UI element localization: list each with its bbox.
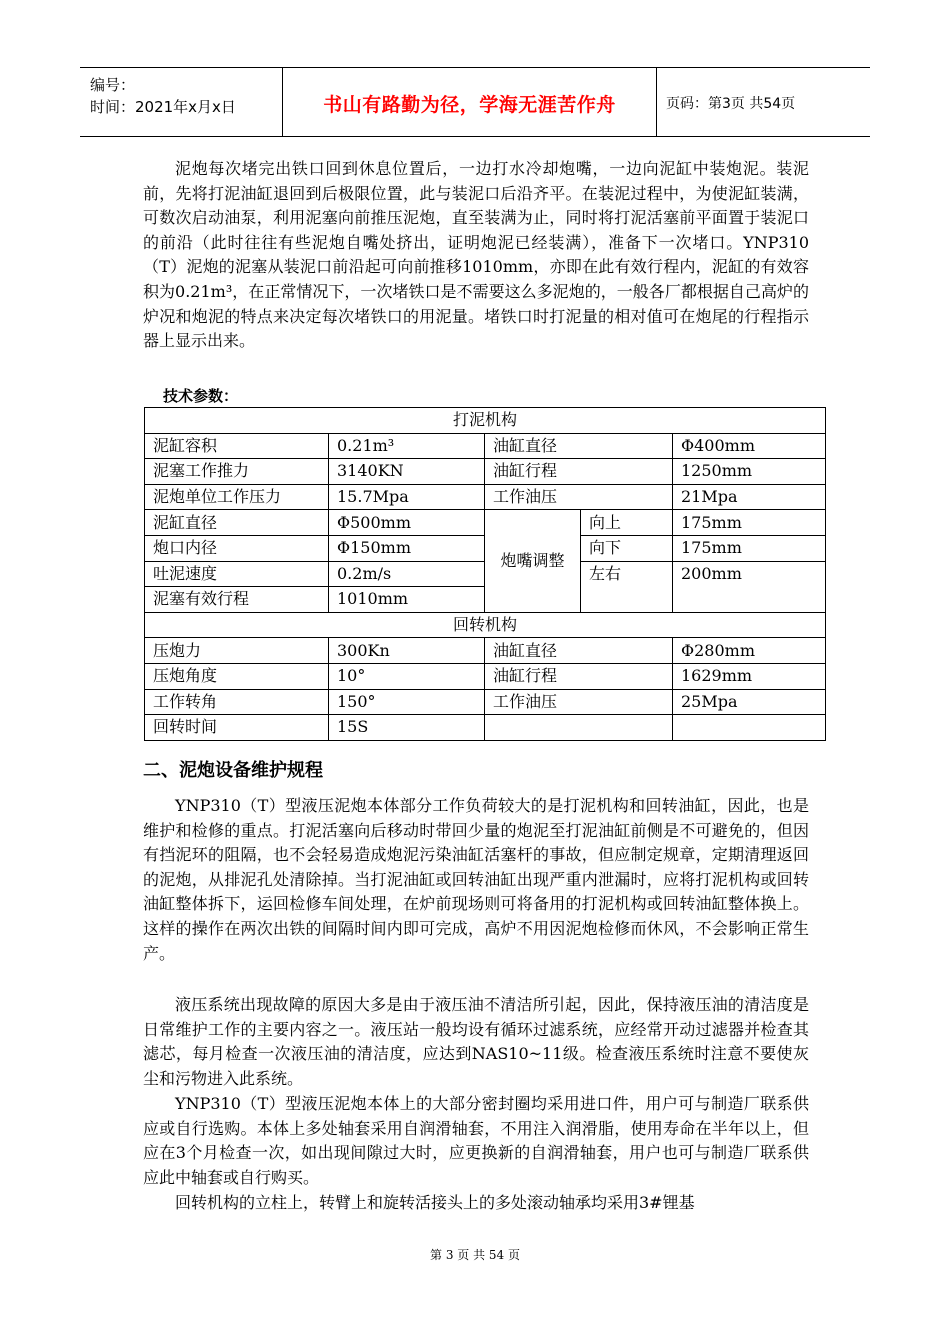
- header-number-label: 编号：: [90, 76, 136, 94]
- table-row: [145, 510, 826, 536]
- table-cell: [673, 715, 826, 741]
- table-row: [145, 408, 826, 434]
- table-cell: 吐泥速度: [145, 561, 329, 587]
- table-cell: 炮口内径: [145, 535, 329, 561]
- table-cell: 175mm: [673, 535, 826, 561]
- table-cell: 21Mpa: [673, 484, 826, 510]
- table-cell: 15S: [329, 715, 485, 741]
- table-cell: 0.2m/s: [329, 561, 485, 587]
- table-cell: 200mm: [673, 561, 826, 612]
- table-cell: Φ280mm: [673, 638, 826, 664]
- table-row: [145, 484, 826, 510]
- table-cell: 油缸直径: [485, 638, 673, 664]
- table-cell: 泥缸直径: [145, 510, 329, 536]
- table-row: [145, 638, 826, 664]
- table-cell: Φ400mm: [673, 433, 826, 459]
- table-cell: 压炮角度: [145, 663, 329, 689]
- table-cell: 175mm: [673, 510, 826, 536]
- table-cell: 泥缸容积: [145, 433, 329, 459]
- section-heading: 二、泥炮设备维护规程: [143, 760, 323, 781]
- table-cell: 泥塞有效行程: [145, 587, 329, 613]
- paragraph: 液压系统出现故障的原因大多是由于液压油不清洁所引起，因此，保持液压油的清洁度是日常维护工作的主要内容之一。液压站一般均设有循环过滤系统，应经常开动过滤器并检查其滤芯，每月检查一次液压油的清洁度，应达到NAS10~11级。检查液压系统时注意不要使灰尘和污物进入此系统。: [143, 995, 809, 1088]
- table-cell: 工作油压: [485, 689, 673, 715]
- table-cell: Φ500mm: [329, 510, 485, 536]
- table-cell: 左右: [581, 561, 673, 612]
- table-cell: 工作转角: [145, 689, 329, 715]
- page-header: [80, 67, 870, 137]
- table-cell: 工作油压: [485, 484, 673, 510]
- table-cell: 向上: [581, 510, 673, 536]
- table-cell: 150°: [329, 689, 485, 715]
- header-date-label: 时间：2021年x月x日: [90, 98, 236, 116]
- section-title-cell: 打泥机构: [145, 408, 826, 434]
- page-footer: 第 3 页 共 54 页: [430, 1248, 520, 1262]
- table-cell: 25Mpa: [673, 689, 826, 715]
- table-cell: 向下: [581, 535, 673, 561]
- header-motto: 书山有路勤为径，学海无涯苦作舟: [323, 94, 616, 116]
- table-cell: 1250mm: [673, 459, 826, 485]
- table-cell: 0.21m³: [329, 433, 485, 459]
- table-cell: 1010mm: [329, 587, 485, 613]
- paragraph: YNP310（T）型液压泥炮本体部分工作负荷较大的是打泥机构和回转油缸，因此，也是维护和检修的重点。打泥活塞向后移动时带回少量的炮泥至打泥油缸前侧是不可避免的，但因有挡泥环的阻隔，也不会轻易造成炮泥污染油缸活塞杆的事故，但应制定规章，定期清理返回的泥炮，从排泥孔处清除掉。当打泥油缸或回转油缸出现严重内泄漏时，应将打泥机构或回转油缸整体拆下，运回检修车间处理，在炉前现场则可将备用的打泥机构或回转油缸整体换上。这样的操作在两次出铁的间隔时间内即可完成，高炉不用因泥炮检修而休风，不会影响正常生产。: [143, 796, 809, 963]
- table-cell: 油缸行程: [485, 663, 673, 689]
- table-cell: 10°: [329, 663, 485, 689]
- table-cell: 泥炮单位工作压力: [145, 484, 329, 510]
- table-cell: 300Kn: [329, 638, 485, 664]
- table-cell: 油缸行程: [485, 459, 673, 485]
- table-cell: 3140KN: [329, 459, 485, 485]
- table-cell: 泥塞工作推力: [145, 459, 329, 485]
- header-divider-right: [656, 68, 657, 136]
- table-row: [145, 612, 826, 638]
- table-row: [145, 459, 826, 485]
- paragraph: 回转机构的立柱上，转臂上和旋转活接头上的多处滚动轴承均采用3#锂基: [175, 1193, 695, 1212]
- table-cell: 压炮力: [145, 638, 329, 664]
- table-row: [145, 689, 826, 715]
- table-row: [145, 715, 826, 741]
- header-meta: [90, 74, 236, 118]
- table-cell: [485, 715, 673, 741]
- section-title-cell: 回转机构: [145, 612, 826, 638]
- paragraph: YNP310（T）型液压泥炮本体上的大部分密封圈均采用进口件，用户可与制造厂联系供应或自行选购。本体上多处轴套采用自润滑轴套，不用注入润滑脂，使用寿命在半年以上，但应在3个月检查一次，如出现间隙过大时，应更换新的自润滑轴套，用户也可与制造厂联系供应此中轴套或自行购买。: [143, 1094, 809, 1187]
- header-page-info: 页码：第3页 共54页: [666, 96, 796, 112]
- spec-table: [144, 407, 826, 741]
- table-cell: 1629mm: [673, 663, 826, 689]
- tech-params-title: 技术参数：: [163, 387, 239, 405]
- nozzle-adjust-cell: 炮嘴调整: [485, 510, 581, 612]
- intro-paragraph: 泥炮每次堵完出铁口回到休息位置后，一边打水冷却炮嘴，一边向泥缸中装炮泥。装泥前，先将打泥油缸退回到后极限位置，此与装泥口后沿齐平。在装泥过程中，为使泥缸装满，可数次启动油泵，利用泥塞向前推压泥炮，直至装满为止，同时将打泥活塞前平面置于装泥口的前沿（此时往往有些泥炮自嘴处挤出，证明炮泥已经装满），准备下一次堵口。YNP310（T）泥炮的泥塞从装泥口前沿起可向前推移1010mm，亦即在此有效行程内，泥缸的有效容积为0.21m³，在正常情况下，一次堵铁口是不需要这么多泥炮的，一般各厂都根据自己高炉的炉况和炮泥的特点来决定每次堵铁口的用泥量。堵铁口时打泥量的相对值可在炮尾的行程指示器上显示出来。: [143, 159, 809, 351]
- table-cell: 油缸直径: [485, 433, 673, 459]
- table-row: [145, 433, 826, 459]
- table-cell: 回转时间: [145, 715, 329, 741]
- table-row: [145, 663, 826, 689]
- table-cell: Φ150mm: [329, 535, 485, 561]
- table-cell: 15.7Mpa: [329, 484, 485, 510]
